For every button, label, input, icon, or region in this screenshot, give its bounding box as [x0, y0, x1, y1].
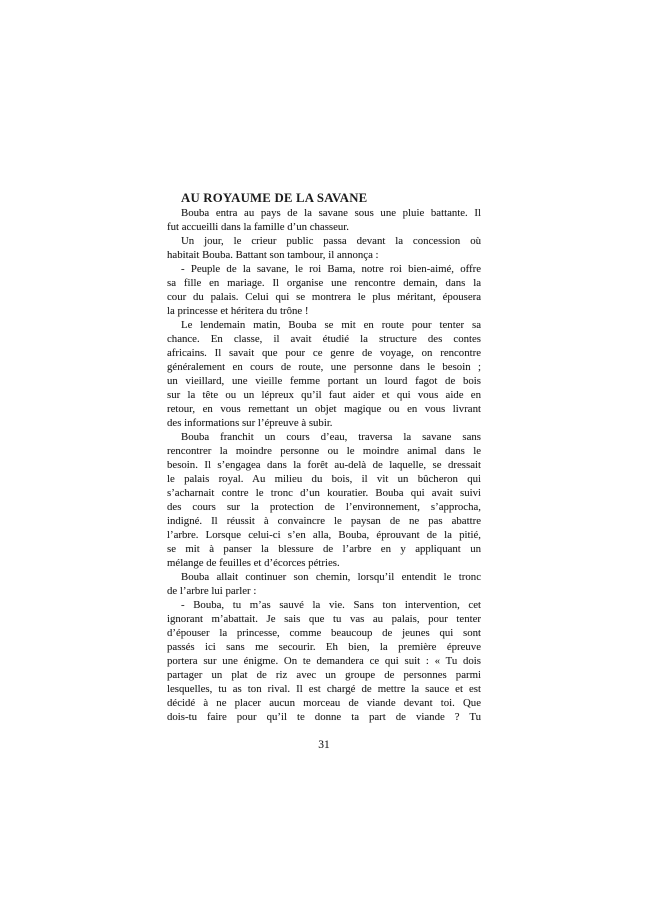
page-number: 31	[318, 739, 330, 751]
text-line: des cours sur la protection de l’environnement, s’approcha,	[167, 501, 481, 513]
text-line: un vieillard, une vieille femme portant un lourd fagot de bois	[167, 375, 481, 387]
text-line: besoin. Il s’engagea dans la forêt au-delà de laquelle, se dressait	[167, 459, 481, 471]
text-line: ignorant m’abattait. Je sais que tu vas au palais, pour tenter	[167, 613, 481, 625]
paragraph	[167, 206, 481, 234]
paragraph	[167, 598, 481, 724]
paragraph	[167, 318, 481, 430]
paragraph	[167, 262, 481, 318]
text-line: des informations sur l’épreuve à subir.	[167, 417, 333, 429]
text-line: la princesse et héritera du trône !	[167, 305, 309, 317]
text-line: de l’arbre lui parler :	[167, 585, 257, 597]
text-line: généralement en cours de route, une personne dans le besoin ;	[167, 361, 481, 373]
text-line: passés ici sans me secourir. Eh bien, la première épreuve	[167, 641, 481, 653]
text-line: sa fille en mariage. Il organise une rencontre demain, dans la	[167, 277, 481, 289]
text-line: - Peuple de la savane, le roi Bama, notre roi bien-aimé, offre	[181, 263, 481, 275]
text-line: s’acharnait contre le tronc d’un kouratier. Bouba qui avait suivi	[167, 487, 481, 499]
text-line: Bouba entra au pays de la savane sous une pluie battante. Il	[181, 207, 481, 219]
text-line: indigné. Il réussit à convaincre le paysan de ne pas abattre	[167, 515, 481, 527]
chapter-title: AU ROYAUME DE LA SAVANE	[181, 191, 368, 205]
paragraph	[167, 234, 481, 262]
text-line: lesquelles, tu as ton rival. Il est chargé de mettre la sauce et est	[167, 683, 481, 695]
story-text	[167, 206, 481, 724]
text-line: partager un plat de riz avec un groupe de personnes parmi	[167, 669, 481, 681]
text-line: Un jour, le crieur public passa devant la concession où	[181, 235, 481, 247]
text-line: portera sur une énigme. On te demandera ce qui suit : « Tu dois	[167, 655, 481, 667]
text-line: chance. En classe, il avait étudié la structure des contes	[167, 333, 481, 345]
text-line: dois-tu faire pour qu’il te donne ta part de viande ? Tu	[167, 711, 481, 723]
text-line: africains. Il savait que pour ce genre de voyage, on rencontre	[167, 347, 481, 359]
text-block	[167, 190, 481, 724]
text-line: fut accueilli dans la famille d’un chasseur.	[167, 221, 349, 233]
text-line: l’arbre. Lorsque celui-ci s’en alla, Bouba, éprouvant de la pitié,	[167, 529, 481, 541]
paragraph	[167, 570, 481, 598]
text-line: mélange de feuilles et d’écorces pétries.	[167, 557, 340, 569]
text-line: - Bouba, tu m’as sauvé la vie. Sans ton intervention, cet	[181, 599, 481, 611]
text-line: Le lendemain matin, Bouba se mit en route pour tenter sa	[181, 319, 481, 331]
text-line: Bouba franchit un cours d’eau, traversa la savane sans	[181, 431, 481, 443]
text-line: sur la tête ou un lépreux qu’il faut aider et qui vous aide en	[167, 389, 481, 401]
text-line: rencontrer la moindre personne ou le moindre animal dans le	[167, 445, 481, 457]
text-line: se mit à panser la blessure de l’arbre en y appliquant un	[167, 543, 481, 555]
text-line: Bouba allait continuer son chemin, lorsqu’il entendit le tronc	[181, 571, 481, 583]
text-line: le palais royal. Au milieu du bois, il vit un bûcheron qui	[167, 473, 481, 485]
text-line: habitait Bouba. Battant son tambour, il annonça :	[167, 249, 379, 261]
paragraph	[167, 430, 481, 570]
text-line: décidé à ne placer aucun morceau de viande devant toi. Que	[167, 697, 481, 709]
text-line: d’épouser la princesse, comme beaucoup de jeunes qui sont	[167, 627, 481, 639]
text-line: retour, en vous remettant un objet magique ou en vous livrant	[167, 403, 481, 415]
text-line: cour du palais. Celui qui se montrera le plus méritant, épousera	[167, 291, 481, 303]
